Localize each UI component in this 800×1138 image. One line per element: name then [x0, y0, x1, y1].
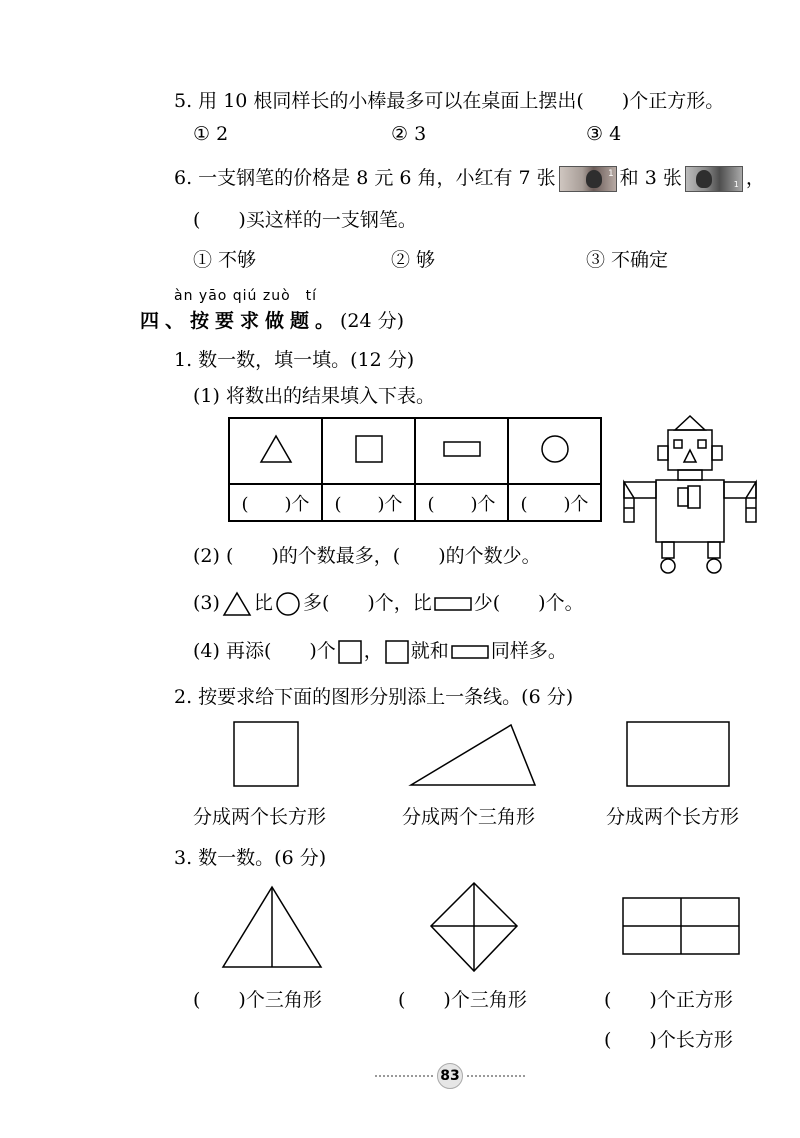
p2-square-figure[interactable] [232, 720, 302, 788]
section-score: (24 分) [340, 310, 405, 332]
table-cell-triangle [229, 418, 322, 484]
p2-title: 2. 按要求给下面的图形分别添上一条线。(6 分) [174, 686, 574, 708]
p3-grid-figure [621, 896, 741, 956]
p1-sub4-d: 同样多。 [490, 640, 567, 662]
p1-sub4-b: ， [363, 640, 383, 662]
p1-title: 1. 数一数，填一填。(12 分) [174, 349, 415, 371]
answer-blank-triangle[interactable]: ( )个 [229, 484, 322, 521]
p3-label-3: ( )个正方形 [604, 989, 733, 1011]
answer-blank-circle[interactable]: ( )个 [508, 484, 601, 521]
p3-title: 3. 数一数。(6 分) [174, 847, 327, 869]
robot-figure [618, 412, 768, 578]
p1-sub3-b: 比 [253, 592, 273, 614]
p1-sub3-d: 少( )个。 [473, 592, 584, 614]
p1-sub4-c: 就和 [410, 640, 449, 662]
p2-label-2: 分成两个三角形 [402, 806, 536, 828]
p3-triangle-split-figure [220, 884, 324, 970]
q6-text-a: 6. 一支钢笔的价格是 8 元 6 角，小红有 7 张 [174, 167, 556, 189]
p1-sub3-a: (3) [193, 592, 220, 614]
p3-label-4: ( )个长方形 [604, 1029, 733, 1051]
p2-triangle-figure[interactable] [408, 722, 538, 788]
rectangle-icon [442, 439, 482, 459]
p3-label-1: ( )个三角形 [193, 989, 322, 1011]
q5-option-2[interactable]: ② 3 [391, 123, 427, 145]
page-number-divider-right [467, 1075, 525, 1077]
p1-sub3-c: 多( )个，比 [302, 592, 432, 614]
table-cell-square [322, 418, 415, 484]
circle-icon [540, 434, 570, 464]
q6-option-2[interactable]: ② 够 [391, 249, 436, 271]
page-number-divider-left [375, 1075, 433, 1077]
p1-sub4 [193, 636, 567, 664]
p1-sub1: (1) 将数出的结果填入下表。 [193, 385, 435, 407]
table-cell-circle [508, 418, 601, 484]
q5-option-1[interactable]: ① 2 [193, 123, 229, 145]
one-yuan-banknote-icon: 1 [685, 166, 743, 192]
q6-text [174, 163, 765, 192]
p2-label-3: 分成两个长方形 [606, 806, 740, 828]
q5-text: 5. 用 10 根同样长的小棒最多可以在桌面上摆出( )个正方形。 [174, 90, 725, 112]
table-cell-rectangle [415, 418, 508, 484]
answer-blank-square[interactable]: ( )个 [322, 484, 415, 521]
triangle-icon [259, 434, 293, 464]
square-icon [385, 640, 409, 664]
section-title: 四、按要求做题。 [140, 310, 341, 332]
q6-text-c: ， [745, 167, 765, 189]
one-yuan-banknote-icon: 1 [559, 166, 617, 192]
circle-icon [275, 591, 301, 617]
p3-kite-figure [428, 880, 520, 974]
p1-sub2: (2) ( )的个数最多，( )的个数少。 [193, 545, 541, 567]
q6-line2: ( )买这样的一支钢笔。 [193, 209, 417, 231]
p3-label-2: ( )个三角形 [398, 989, 527, 1011]
q6-text-b: 和 3 张 [619, 167, 682, 189]
square-icon [338, 640, 362, 664]
rectangle-icon [451, 644, 489, 660]
section-heading [140, 306, 404, 333]
q6-option-1[interactable]: ① 不够 [193, 249, 257, 271]
page-number: 83 [437, 1063, 463, 1089]
section-pinyin: àn yāo qiú zuò tí [174, 288, 318, 304]
triangle-icon [222, 591, 252, 617]
p1-sub3 [193, 588, 584, 617]
p2-label-1: 分成两个长方形 [193, 806, 327, 828]
q5-option-3[interactable]: ③ 4 [586, 123, 622, 145]
count-table [228, 417, 602, 522]
square-icon [354, 434, 384, 464]
rectangle-icon [434, 596, 472, 612]
p2-rectangle-figure[interactable] [625, 720, 731, 788]
p1-sub4-a: (4) 再添( )个 [193, 640, 336, 662]
answer-blank-rectangle[interactable]: ( )个 [415, 484, 508, 521]
q6-option-3[interactable]: ③ 不确定 [586, 249, 669, 271]
